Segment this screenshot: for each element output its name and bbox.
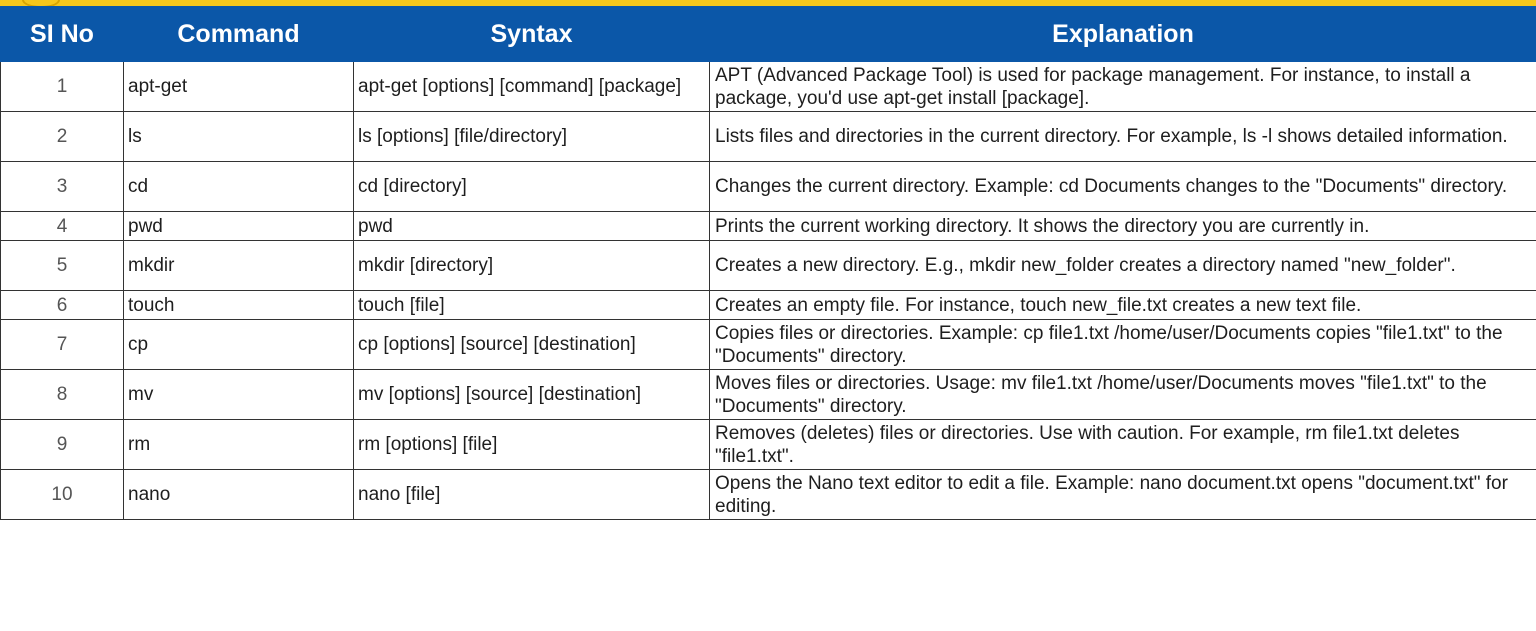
table-row (1, 420, 1536, 470)
cell-explanation: Removes (deletes) files or directories. Use with caution. For example, rm file1.txt deletes "file1.txt". (710, 420, 1536, 470)
cell-syntax: mkdir [directory] (354, 241, 710, 291)
cell-slno: 1 (1, 62, 124, 112)
cell-command: mkdir (124, 241, 354, 291)
header-explanation: Explanation (710, 7, 1536, 62)
commands-table (0, 6, 1536, 520)
table-row (1, 370, 1536, 420)
cell-explanation: APT (Advanced Package Tool) is used for package management. For instance, to install a package, you'd use apt-get install [package]. (710, 62, 1536, 112)
header-command: Command (124, 7, 354, 62)
cell-explanation: Creates a new directory. E.g., mkdir new_folder creates a directory named "new_folder". (710, 241, 1536, 291)
cell-slno: 8 (1, 370, 124, 420)
cell-command: cd (124, 162, 354, 212)
cell-command: cp (124, 320, 354, 370)
cell-syntax: ls [options] [file/directory] (354, 112, 710, 162)
cell-command: apt-get (124, 62, 354, 112)
table-row (1, 291, 1536, 320)
cell-explanation: Prints the current working directory. It shows the directory you are currently in. (710, 212, 1536, 241)
cell-command: nano (124, 470, 354, 520)
cell-slno: 6 (1, 291, 124, 320)
table-row (1, 320, 1536, 370)
cell-explanation: Creates an empty file. For instance, touch new_file.txt creates a new text file. (710, 291, 1536, 320)
cell-syntax: cp [options] [source] [destination] (354, 320, 710, 370)
cell-explanation: Copies files or directories. Example: cp file1.txt /home/user/Documents copies "file1.txt" to the "Documents" directory. (710, 320, 1536, 370)
table-row (1, 112, 1536, 162)
cell-explanation: Opens the Nano text editor to edit a file. Example: nano document.txt opens "document.txt" for editing. (710, 470, 1536, 520)
cell-syntax: touch [file] (354, 291, 710, 320)
cell-slno: 2 (1, 112, 124, 162)
cell-syntax: mv [options] [source] [destination] (354, 370, 710, 420)
cell-command: touch (124, 291, 354, 320)
cell-command: ls (124, 112, 354, 162)
cell-explanation: Lists files and directories in the current directory. For example, ls -l shows detailed information. (710, 112, 1536, 162)
cell-slno: 4 (1, 212, 124, 241)
table-row (1, 162, 1536, 212)
table-row (1, 62, 1536, 112)
cell-command: mv (124, 370, 354, 420)
header-slno: SI No (1, 7, 124, 62)
table-row (1, 470, 1536, 520)
cell-slno: 9 (1, 420, 124, 470)
cell-syntax: cd [directory] (354, 162, 710, 212)
table-row (1, 212, 1536, 241)
cell-explanation: Moves files or directories. Usage: mv file1.txt /home/user/Documents moves "file1.txt" to the "Documents" directory. (710, 370, 1536, 420)
header-syntax: Syntax (354, 7, 710, 62)
cell-command: rm (124, 420, 354, 470)
cell-explanation: Changes the current directory. Example: cd Documents changes to the "Documents" directory. (710, 162, 1536, 212)
cell-syntax: pwd (354, 212, 710, 241)
table-row (1, 241, 1536, 291)
cell-syntax: apt-get [options] [command] [package] (354, 62, 710, 112)
cell-slno: 7 (1, 320, 124, 370)
cell-command: pwd (124, 212, 354, 241)
header-row (1, 7, 1536, 62)
cell-syntax: rm [options] [file] (354, 420, 710, 470)
cell-slno: 3 (1, 162, 124, 212)
cell-syntax: nano [file] (354, 470, 710, 520)
cell-slno: 5 (1, 241, 124, 291)
cell-slno: 10 (1, 470, 124, 520)
